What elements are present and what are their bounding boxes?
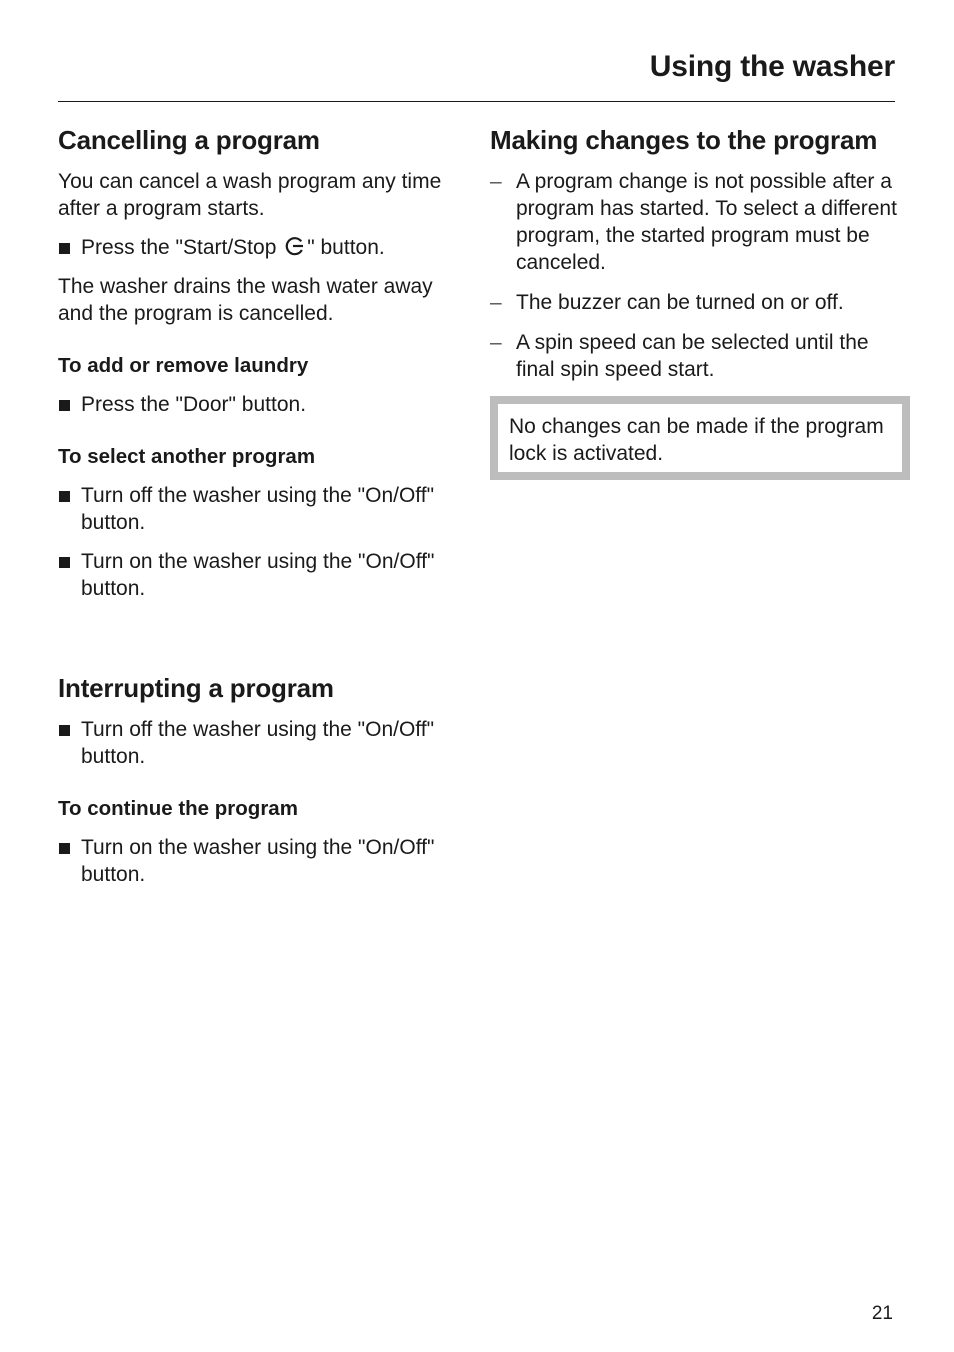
dash-marker: – — [490, 170, 502, 193]
cancel-step — [58, 234, 470, 261]
bullet-square-icon — [59, 843, 70, 854]
continue-heading: To continue the program — [58, 797, 298, 820]
select-another-section — [58, 444, 470, 602]
changes-item — [490, 329, 900, 383]
bullet-square-icon — [59, 557, 70, 568]
left-column — [58, 124, 470, 900]
note-text: No changes can be made if the program lock is activated. — [509, 415, 884, 465]
page-number: 21 — [871, 1303, 893, 1324]
note-box — [490, 396, 910, 480]
cancel-step-suffix: " button. — [307, 236, 385, 259]
changes-item-text: The buzzer can be turned on or off. — [516, 291, 844, 314]
cancel-result: The washer drains the wash water away and the program is cancelled. — [58, 275, 433, 325]
select-another-step-text: Turn on the washer using the "On/Off" button. — [81, 550, 435, 600]
changes-section — [490, 124, 900, 480]
changes-item — [490, 289, 900, 316]
changes-item-text: A spin speed can be selected until the final spin speed start. — [516, 331, 869, 381]
interrupt-step — [58, 716, 470, 770]
interrupt-heading: Interrupting a program — [58, 673, 334, 703]
select-another-step — [58, 482, 470, 536]
bullet-square-icon — [59, 243, 70, 254]
start-stop-icon — [285, 236, 305, 256]
page-title: Using the washer — [649, 50, 895, 83]
add-remove-step — [58, 391, 470, 418]
cancel-heading: Cancelling a program — [58, 125, 320, 155]
interrupt-step-text: Turn off the washer using the "On/Off" button. — [81, 718, 435, 768]
cancel-section — [58, 124, 470, 327]
header-divider — [58, 101, 895, 102]
changes-item — [490, 168, 900, 276]
continue-step-text: Turn on the washer using the "On/Off" button. — [81, 836, 435, 886]
right-column — [490, 124, 900, 480]
add-remove-heading: To add or remove laundry — [58, 354, 309, 377]
bullet-square-icon — [59, 400, 70, 411]
continue-step — [58, 834, 470, 888]
select-another-step — [58, 548, 470, 602]
add-remove-section — [58, 353, 470, 418]
interrupt-section — [58, 672, 470, 770]
add-remove-step-text: Press the "Door" button. — [81, 393, 307, 416]
dash-marker: – — [490, 331, 502, 354]
dash-marker: – — [490, 291, 502, 314]
bullet-square-icon — [59, 725, 70, 736]
continue-section — [58, 796, 470, 888]
cancel-step-prefix: Press the "Start/Stop — [81, 236, 283, 259]
select-another-heading: To select another program — [58, 445, 316, 468]
select-another-step-text: Turn off the washer using the "On/Off" button. — [81, 484, 435, 534]
cancel-intro: You can cancel a wash program any time after a program starts. — [58, 170, 442, 220]
changes-item-text: A program change is not possible after a program has started. To select a different program, the started program must be canceled. — [516, 170, 897, 274]
bullet-square-icon — [59, 491, 70, 502]
changes-heading: Making changes to the program — [490, 125, 878, 155]
